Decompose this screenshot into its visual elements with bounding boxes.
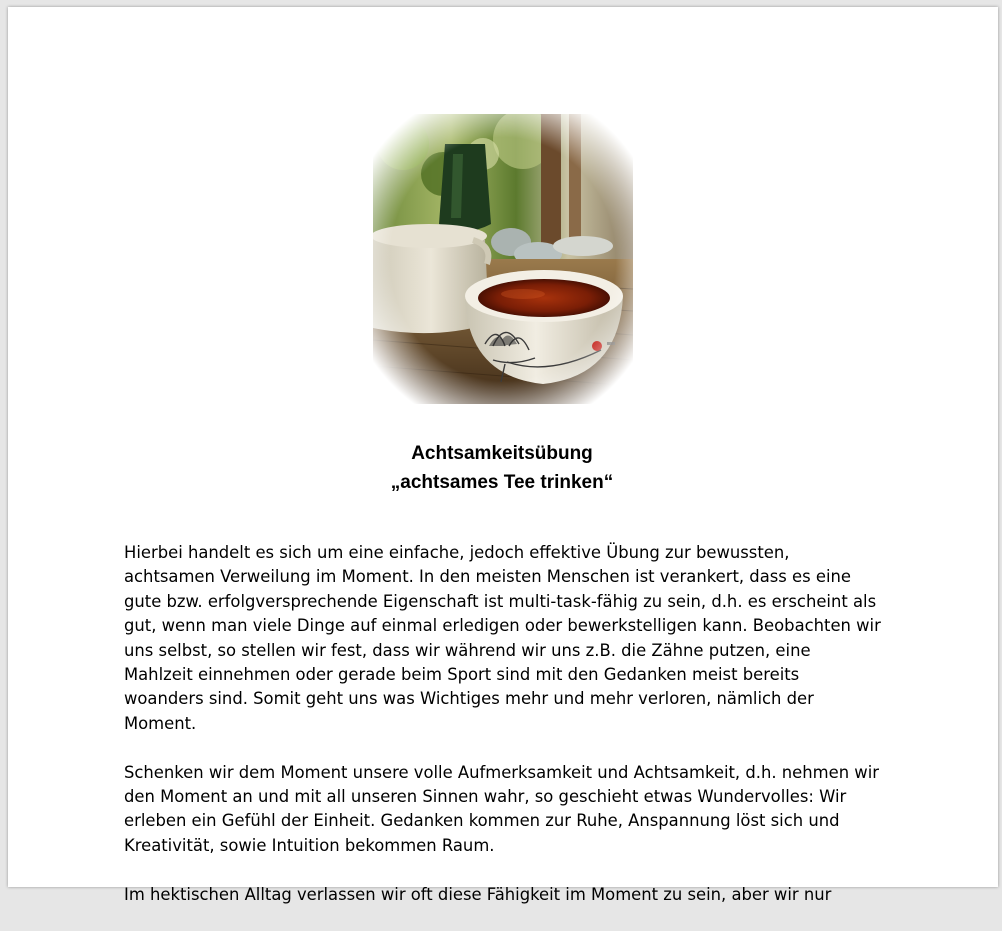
paragraph-2: Schenken wir dem Moment unsere volle Aufmerksamkeit und Achtsamkeit, d.h. nehmen wir den Moment an und mit all unseren Sinnen wahr, so geschieht etwas Wundervolles: Wir erleben ein Gefühl der Einheit. Gedanken kommen zur Ruhe, Anspannung löst sich und Kreativität, sowie Intuition bekommen Raum. (124, 762, 879, 855)
title-line-1: Achtsamkeitsübung (411, 443, 593, 464)
tea-cup-photo (373, 114, 633, 404)
document-body (124, 541, 884, 931)
paragraph-1: Hierbei handelt es sich um eine einfache, jedoch effektive Übung zur bewussten, achtsamen Verweilung im Moment. In den meisten Menschen ist verankert, dass es eine gute bzw. erfolgversprechende Eigenschaft ist multi-task-fähig zu sein, d.h. es erscheint als gut, wenn man viele Dinge auf einmal erledigen oder bewerkstelligen kann. Beobachten wir uns selbst, so stellen wir fest, dass wir während wir uns z.B. die Zähne putzen, eine Mahlzeit einnehmen oder gerade beim Sport sind mit den Gedanken meist bereits woanders sind. Somit geht uns was Wichtiges mehr und mehr verloren, nämlich der Moment. (124, 543, 881, 733)
title-line-2: „achtsames Tee trinken“ (390, 472, 614, 493)
paragraph-3: Im hektischen Alltag verlassen wir oft diese Fähigkeit im Moment zu sein, aber wir nur (124, 884, 832, 904)
page-title (8, 439, 996, 497)
document-page (8, 7, 998, 904)
